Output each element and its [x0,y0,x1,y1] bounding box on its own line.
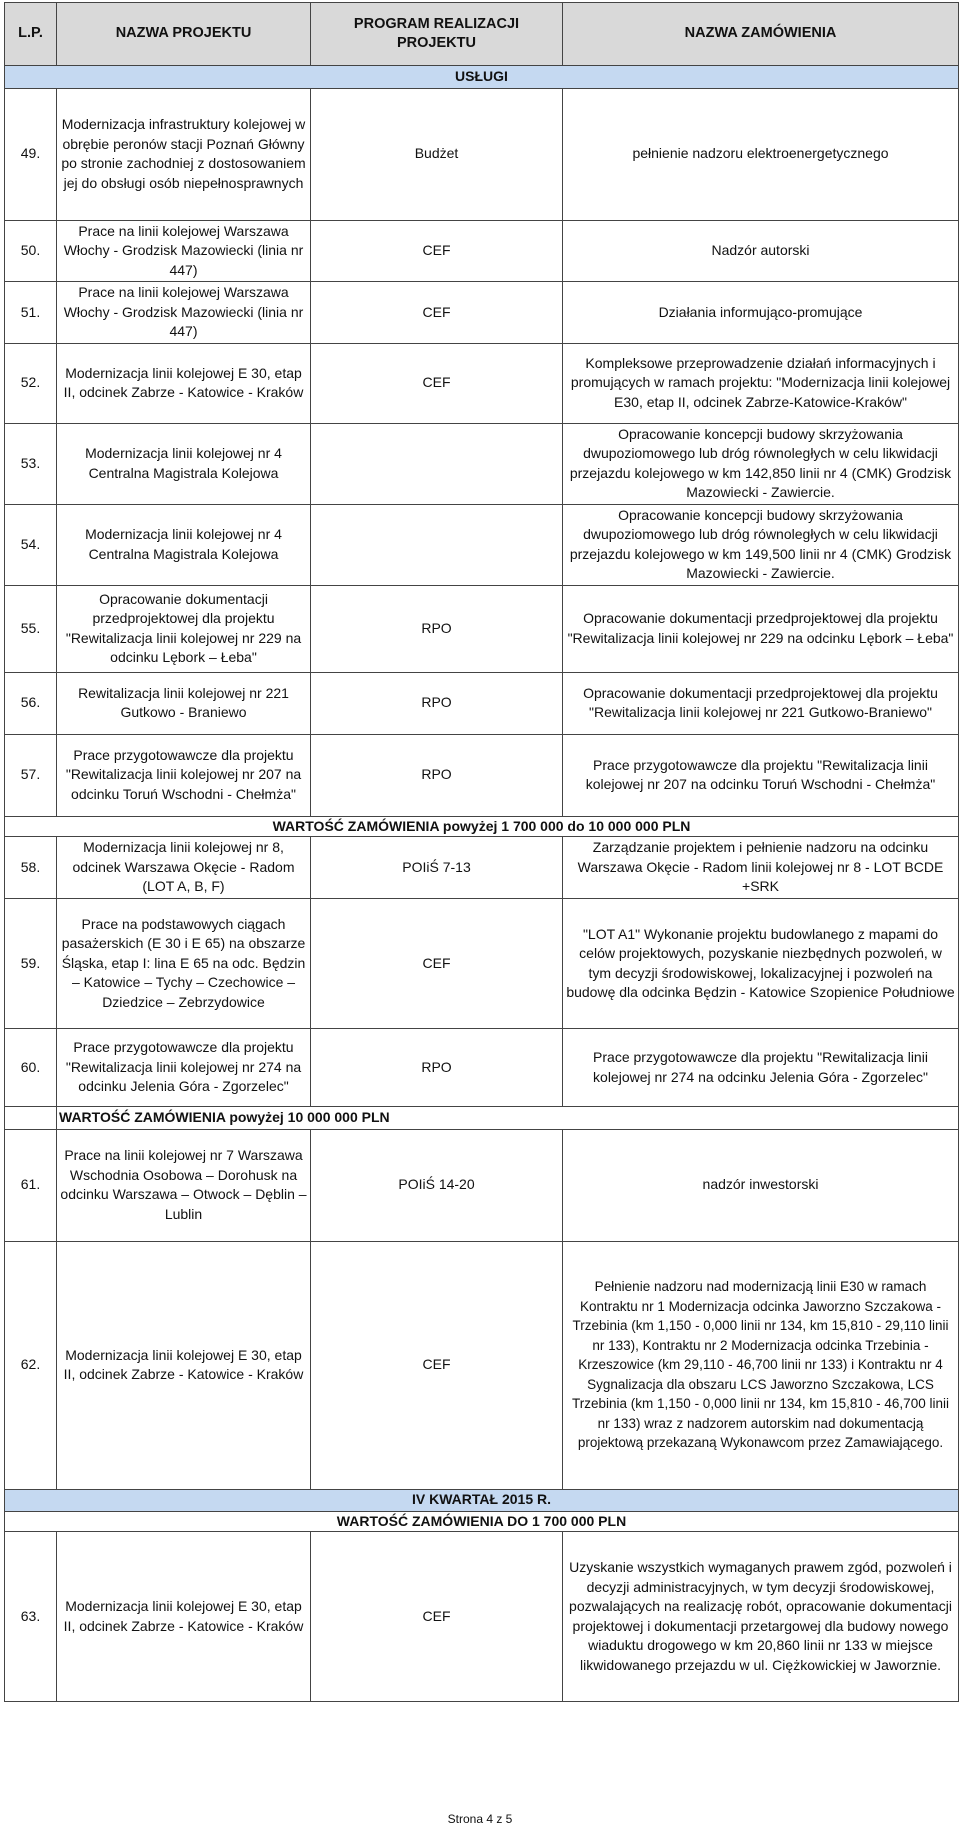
row-order-name: Zarządzanie projektem i pełnienie nadzoru na odcinku Warszawa Okęcie - Radom linii kolejowej nr 8 - LOT BCDE +SRK [563,837,959,899]
row-program: POIiŚ 14-20 [311,1129,563,1241]
row-program [311,423,563,504]
document-page [4,2,958,1702]
row-lp: 62. [5,1241,57,1489]
row-order-name: Nadzór autorski [563,220,959,282]
row-order-name: Działania informująco-promujące [563,282,959,344]
section-title-value-2: WARTOŚĆ ZAMÓWIENIA powyżej 10 000 000 PLN [57,1107,959,1130]
row-lp: 56. [5,672,57,734]
row-project-name: Opracowanie dokumentacji przedprojektowej dla projektu "Rewitalizacja linii kolejowej nr 229 na odcinku Lębork – Łeba" [57,585,311,672]
table-row [5,1029,959,1107]
row-order-name: nadzór inwestorski [563,1129,959,1241]
row-project-name: Prace przygotowawcze dla projektu "Rewitalizacja linii kolejowej nr 207 na odcinku Toruń Wschodni - Chełmża" [57,734,311,816]
row-program: CEF [311,343,563,423]
row-order-name: Opracowanie dokumentacji przedprojektowej dla projektu "Rewitalizacja linii kolejowej nr 221 Gutkowo-Braniewo" [563,672,959,734]
section-row-value-2 [5,1107,959,1130]
table-row [5,837,959,899]
row-lp: 52. [5,343,57,423]
row-lp: 55. [5,585,57,672]
row-program: CEF [311,220,563,282]
row-order-name: Prace przygotowawcze dla projektu "Rewitalizacja linii kolejowej nr 274 na odcinku Jelenia Góra - Zgorzelec" [563,1029,959,1107]
row-project-name: Prace na linii kolejowej nr 7 Warszawa Wschodnia Osobowa – Dorohusk na odcinku Warszawa – Otwock – Dęblin – Lublin [57,1129,311,1241]
table-row [5,1532,959,1702]
row-lp: 53. [5,423,57,504]
row-lp: 59. [5,899,57,1029]
page-number: Strona 4 z 5 [447,1812,513,1826]
row-lp: 49. [5,88,57,220]
row-program: RPO [311,1029,563,1107]
row-order-name: Pełnienie nadzoru nad modernizacją linii E30 w ramach Kontraktu nr 1 Modernizacja odcinka Jaworzno Szczakowa - Trzebinia (km 1,150 - 0,000 linii nr 134, km 15,810 - 29,110 linii nr 133), Kontraktu nr 2 Modernizacja odcinka Trzebinia - Krzeszowice (km 29,110 - 46,700 linii nr 133) i Kontraktu nr 4 Sygnalizacja dla obszaru LCS Jaworzno Szczakowa, LCS Trzebinia (km 1,150 - 0,000 linii nr 134, km 15,810 - 46,700 linii nr 133) wraz z nadzorem autorskim nad dokumentacją projektową przekazaną Wykonawcom przez Zamawiającego. [563,1241,959,1489]
row-lp: 50. [5,220,57,282]
row-lp: 57. [5,734,57,816]
row-program [311,504,563,585]
row-lp: 61. [5,1129,57,1241]
row-order-name: Opracowanie koncepcji budowy skrzyżowania dwupoziomowego lub dróg równoległych w celu likwidacji przejazdu kolejowego w km 142,850 linii nr 4 (CMK) Grodzisk Mazowiecki - Zawiercie. [563,423,959,504]
row-project-name: Modernizacja linii kolejowej nr 8, odcinek Warszawa Okęcie - Radom (LOT A, B, F) [57,837,311,899]
row-project-name: Modernizacja linii kolejowej E 30, etap II, odcinek Zabrze - Katowice - Kraków [57,1241,311,1489]
section-row-value-3 [5,1511,959,1532]
row-project-name: Prace na linii kolejowej Warszawa Włochy - Grodzisk Mazowiecki (linia nr 447) [57,220,311,282]
section-title-quarter: IV KWARTAŁ 2015 R. [5,1489,959,1511]
header-project-name: NAZWA PROJEKTU [57,3,311,66]
row-order-name: Kompleksowe przeprowadzenie działań informacyjnych i promujących w ramach projektu: "Modernizacja linii kolejowej E30, etap II, odcinek Zabrze-Katowice-Kraków" [563,343,959,423]
row-project-name: Modernizacja linii kolejowej E 30, etap II, odcinek Zabrze - Katowice - Kraków [57,1532,311,1702]
table-row [5,88,959,220]
section-band-quarter [5,1489,959,1511]
header-order-name: NAZWA ZAMÓWIENIA [563,3,959,66]
table-row [5,672,959,734]
header-lp: L.P. [5,3,57,66]
row-program: POIiŚ 7-13 [311,837,563,899]
table-header-row [5,3,959,66]
section-title-value-1: WARTOŚĆ ZAMÓWIENIA powyżej 1 700 000 do 10 000 000 PLN [5,816,959,837]
table-row [5,734,959,816]
section-band-uslugi [5,66,959,89]
row-lp: 51. [5,282,57,344]
row-order-name: pełnienie nadzoru elektroenergetycznego [563,88,959,220]
row-program: CEF [311,1532,563,1702]
row-order-name: Uzyskanie wszystkich wymaganych prawem zgód, pozwoleń i decyzji administracyjnych, w tym decyzji środowiskowej, pozwalających na realizację robót, opracowanie dokumentacji projektowej i dokumentacji przetargowej dla budowy nowego wiaduktu drogowego w km 20,860 linii nr 133 w miejsce likwidowanego przejazdu w ul. Ciężkowickiej w Jaworznie. [563,1532,959,1702]
table-row [5,1129,959,1241]
table-row [5,343,959,423]
row-lp: 58. [5,837,57,899]
table-row [5,220,959,282]
row-order-name: "LOT A1" Wykonanie projektu budowlanego z mapami do celów projektowych, pozyskanie niezbędnych pozwoleń, w tym decyzji środowiskowej, lokalizacyjnej i pozwoleń na budowę dla odcinka Będzin - Katowice Szopienice Południowe [563,899,959,1029]
row-project-name: Prace na podstawowych ciągach pasażerskich (E 30 i E 65) na obszarze Śląska, etap I: lina E 65 na odc. Będzin – Katowice – Tychy – Czechowice – Dziedzice – Zebrzydowice [57,899,311,1029]
row-program: CEF [311,899,563,1029]
section-title-uslugi: USŁUGI [5,66,959,89]
table-row [5,282,959,344]
row-order-name: Opracowanie koncepcji budowy skrzyżowania dwupoziomowego lub dróg równoległych w celu likwidacji przejazdu kolejowego w km 149,500 linii nr 4 (CMK) Grodzisk Mazowiecki - Zawiercie. [563,504,959,585]
row-program: Budżet [311,88,563,220]
table-row [5,504,959,585]
table-row [5,1241,959,1489]
row-project-name: Modernizacja linii kolejowej nr 4 Centralna Magistrala Kolejowa [57,504,311,585]
row-lp: 63. [5,1532,57,1702]
header-program: PROGRAM REALIZACJI PROJEKTU [311,3,563,66]
projects-table [4,2,959,1702]
row-program: CEF [311,282,563,344]
table-row [5,899,959,1029]
row-project-name: Prace przygotowawcze dla projektu "Rewitalizacja linii kolejowej nr 274 na odcinku Jelenia Góra - Zgorzelec" [57,1029,311,1107]
row-project-name: Modernizacja linii kolejowej nr 4 Centralna Magistrala Kolejowa [57,423,311,504]
row-lp: 60. [5,1029,57,1107]
row-order-name: Opracowanie dokumentacji przedprojektowej dla projektu "Rewitalizacja linii kolejowej nr 229 na odcinku Lębork – Łeba" [563,585,959,672]
row-project-name: Modernizacja linii kolejowej E 30, etap II, odcinek Zabrze - Katowice - Kraków [57,343,311,423]
table-row [5,585,959,672]
row-project-name: Modernizacja infrastruktury kolejowej w obrębie peronów stacji Poznań Główny po stronie zachodniej z dostosowaniem jej do obsługi osób niepełnosprawnych [57,88,311,220]
row-program: CEF [311,1241,563,1489]
section-title-value-3: WARTOŚĆ ZAMÓWIENIA DO 1 700 000 PLN [5,1511,959,1532]
row-program: RPO [311,585,563,672]
row-project-name: Rewitalizacja linii kolejowej nr 221 Gutkowo - Braniewo [57,672,311,734]
row-project-name: Prace na linii kolejowej Warszawa Włochy - Grodzisk Mazowiecki (linia nr 447) [57,282,311,344]
row-order-name: Prace przygotowawcze dla projektu "Rewitalizacja linii kolejowej nr 207 na odcinku Toruń Wschodni - Chełmża" [563,734,959,816]
row-program: RPO [311,672,563,734]
section-row-value-1 [5,816,959,837]
row-lp: 54. [5,504,57,585]
table-row [5,423,959,504]
row-program: RPO [311,734,563,816]
